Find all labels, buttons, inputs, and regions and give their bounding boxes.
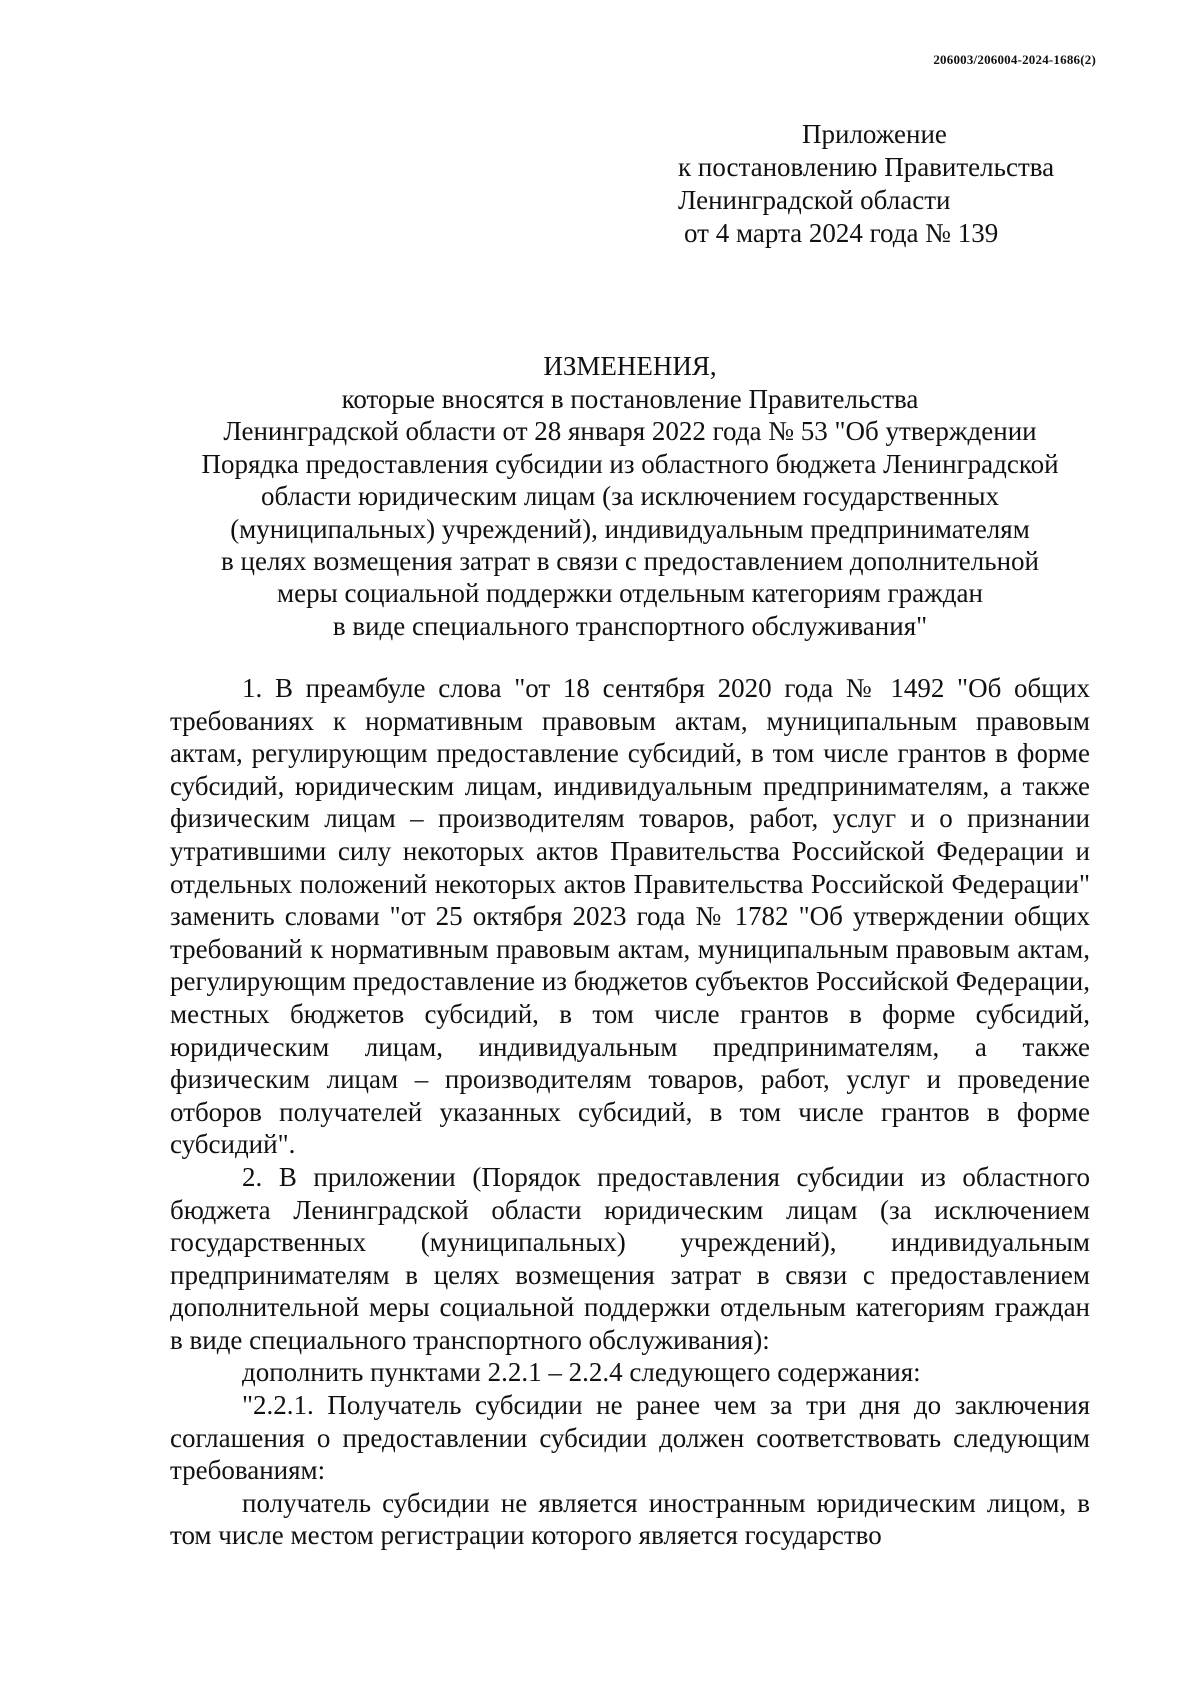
title-line: области юридическим лицам (за исключением государственных xyxy=(260,481,1000,512)
title-line: которые вносятся в постановление Правительства xyxy=(341,384,919,414)
body-paragraph-4: "2.2.1. Получатель субсидии не ранее чем за три дня до заключения соглашения о предоставлении субсидии должен соответствовать следующим требованиям: xyxy=(170,1390,1090,1486)
title-line: (муниципальных) учреждений), индивидуальным предпринимателям xyxy=(230,513,1030,544)
appendix-block xyxy=(678,118,1054,250)
document-body xyxy=(170,672,1090,1552)
title-line: Ленинградской области от 28 января 2022 года № 53 "Об утверждении xyxy=(223,416,1037,447)
body-paragraph-1: 1. В преамбуле слова "от 18 сентября 2020 года № 1492 "Об общих требованиях к нормативным правовым актам, муниципальным правовым актам, регулирующим предоставление субсидий, в том числе грантов в форме субсидий, юридическим лицам, индивидуальным предпринимателям, а также физическим лицам – производителям товаров, работ, услуг и о признании утратившими силу некоторых актов Правительства Российской Федерации и отдельных положений некоторых актов Правительства Российской Федерации" заменить словами "от 25 октября 2023 года № 1782 "Об утверждении общих требований к нормативным правовым актам, муниципальным правовым актам, регулирующим предоставление из бюджетов субъектов Российской Федерации, местных бюджетов субсидий, в том числе грантов в форме субсидий, юридическим лицам, индивидуальным предпринимателям, а также физическим лицам – производителям товаров, работ, услуг и проведение отборов получателей указанных субсидий, в том числе грантов в форме субсидий". xyxy=(170,673,1090,1160)
title-line: в целях возмещения затрат в связи с предоставлением дополнительной xyxy=(221,546,1039,577)
title-line: меры социальной поддержки отдельным категориям граждан xyxy=(277,578,983,609)
document-title xyxy=(170,350,1090,642)
document-number: 206003/206004-2024-1686(2) xyxy=(933,52,1096,67)
title-line: в виде специального транспортного обслуживания" xyxy=(332,610,928,641)
appendix-line: Ленинградской области xyxy=(678,185,951,215)
appendix-line: Приложение xyxy=(802,119,947,149)
title-line: Порядка предоставления субсидии из областного бюджета Ленинградской xyxy=(201,448,1059,479)
title-subtitle xyxy=(170,383,1090,642)
body-paragraph-3: дополнить пунктами 2.2.1 – 2.2.4 следующего содержания: xyxy=(242,1357,921,1388)
title-heading: ИЗМЕНЕНИЯ, xyxy=(543,351,717,381)
appendix-line: к постановлению Правительства xyxy=(678,152,1055,182)
appendix-line: от 4 марта 2024 года № 139 xyxy=(684,218,999,248)
body-paragraph-5: получатель субсидии не является иностранным юридическим лицом, в том числе местом регистрации которого является государство xyxy=(170,1487,1090,1551)
body-paragraph-2: 2. В приложении (Порядок предоставления субсидии из областного бюджета Ленинградской области юридическим лицам (за исключением государственных (муниципальных) учреждений), индивидуальным предпринимателям в целях возмещения затрат в связи с предоставлением дополнительной меры социальной поддержки отдельным категориям граждан в виде специального транспортного обслуживания): xyxy=(170,1161,1090,1355)
